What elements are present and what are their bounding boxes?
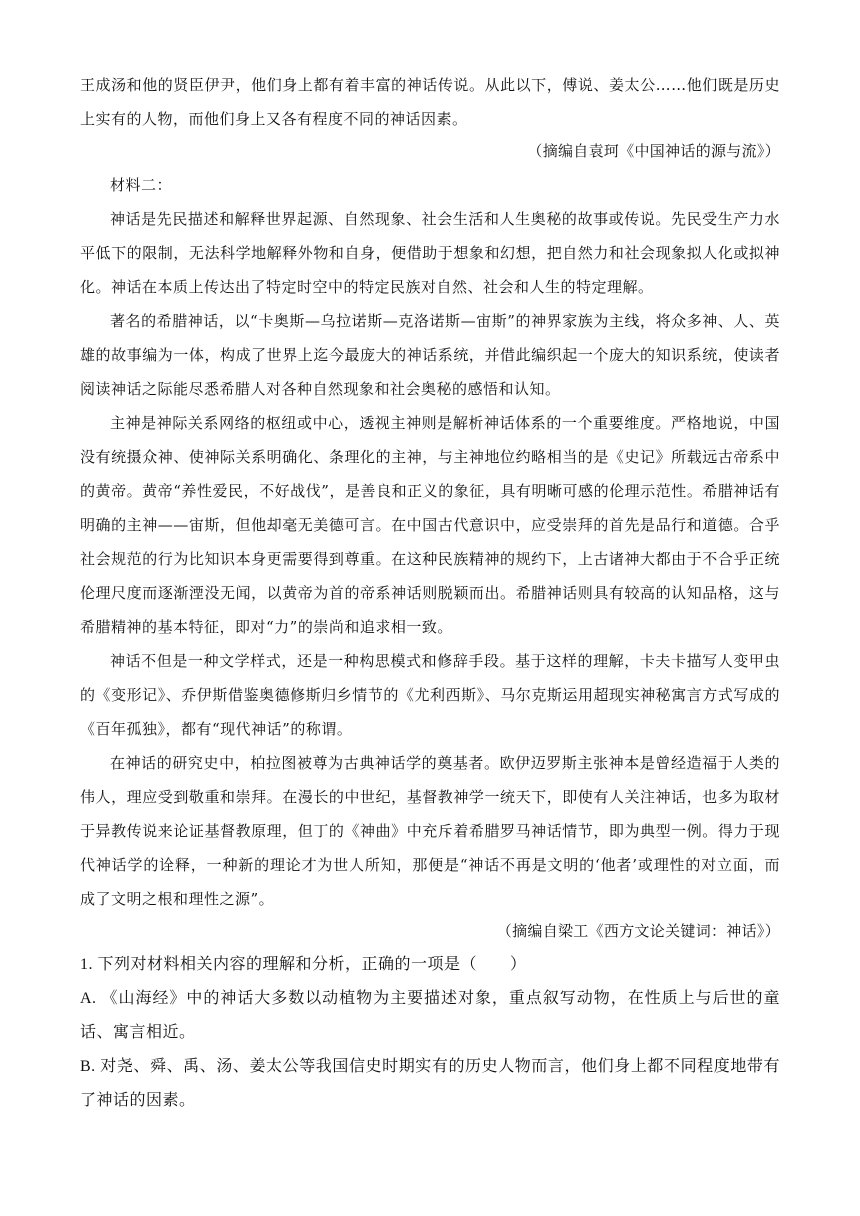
material2-paragraph-2: 著名的希腊神话，以“卡奥斯—乌拉诺斯—克洛诺斯—宙斯”的神界家族为主线，将众多神、人、英雄的故事编为一体，构成了世界上迄今最庞大的神话系统，并借此编织起一个庞大的知识系统，使读者阅读神话之际能尽悉希腊人对各种自然现象和社会奥秘的感悟和认知。 <box>80 312 780 398</box>
material2-source: （摘编自梁工《西方文论关键词：神话》） <box>496 922 780 940</box>
material2-heading: 材料二： <box>110 176 173 194</box>
material2-paragraph-5: 在神话的研究史中，柏拉图被尊为古典神话学的奠基者。欧伊迈罗斯主张神本是曾经造福于人类的伟人，理应受到敬重和崇拜。在漫长的中世纪，基督教神学一统天下，即使有人关注神话，也多为取材于异教传说来论证基督教原理，但丁的《神曲》中充斥着希腊罗马神话情节，即为典型一例。得力于现代神话学的诠释，一种新的理论才为世人所知，那便是“神话不再是文明的‘他者’或理性的对立面，而成了文明之根和理性之源”。 <box>80 754 780 908</box>
material2-paragraph-4: 神话不但是一种文学样式，还是一种构思模式和修辞手段。基于这样的理解，卡夫卡描写人变甲虫的《变形记》、乔伊斯借鉴奥德修斯归乡情节的《尤利西斯》、马尔克斯运用超现实神秘寓言方式写成的《百年孤独》，都有“现代神话”的称谓。 <box>80 652 780 738</box>
material2-paragraph-1: 神话是先民描述和解释世界起源、自然现象、社会生活和人生奥秘的故事或传说。先民受生产力水平低下的限制，无法科学地解释外物和自身，便借助于想象和幻想，把自然力和社会现象拟人化或拟神化。神话在本质上传达出了特定时空中的特定民族对自然、社会和人生的特定理解。 <box>80 210 780 296</box>
question1-stem: 1. 下列对材料相关内容的理解和分析，正确的一项是（ ） <box>80 956 527 973</box>
material2-paragraph-3: 主神是神际关系网络的枢纽或中心，透视主神则是解析神话体系的一个重要维度。严格地说，中国没有统摄众神、使神际关系明确化、条理化的主神，与主神地位约略相当的是《史记》所载远古帝系中的黄帝。黄帝“养性爱民，不好战伐”，是善良和正义的象征，具有明晰可感的伦理示范性。希腊神话有明确的主神——宙斯，但他却毫无美德可言。在中国古代意识中，应受崇拜的首先是品行和道德。合乎社会规范的行为比知识本身更需要得到尊重。在这种民族精神的规约下，上古诸神大都由于不合乎正统伦理尺度而逐渐湮没无闻，以黄帝为首的帝系神话则脱颖而出。希腊神话则具有较高的认知品格，这与希腊精神的基本特征，即对“力”的崇尚和追求相一致。 <box>80 414 780 636</box>
question1-option-b: B. 对尧、舜、禹、汤、姜太公等我国信史时期实有的历史人物而言，他们身上都不同程度地带有了神话的因素。 <box>80 1058 780 1109</box>
question1-option-a: A. 《山海经》中的神话大多数以动植物为主要描述对象，重点叙写动物，在性质上与后世的童话、寓言相近。 <box>80 990 780 1041</box>
material1-source: （摘编自袁珂《中国神话的源与流》） <box>527 142 780 160</box>
material1-tail-paragraph: 王成汤和他的贤臣伊尹，他们身上都有着丰富的神话传说。从此以下，傅说、姜太公……他们既是历史上实有的人物，而他们身上又各有程度不同的神话因素。 <box>80 76 780 128</box>
